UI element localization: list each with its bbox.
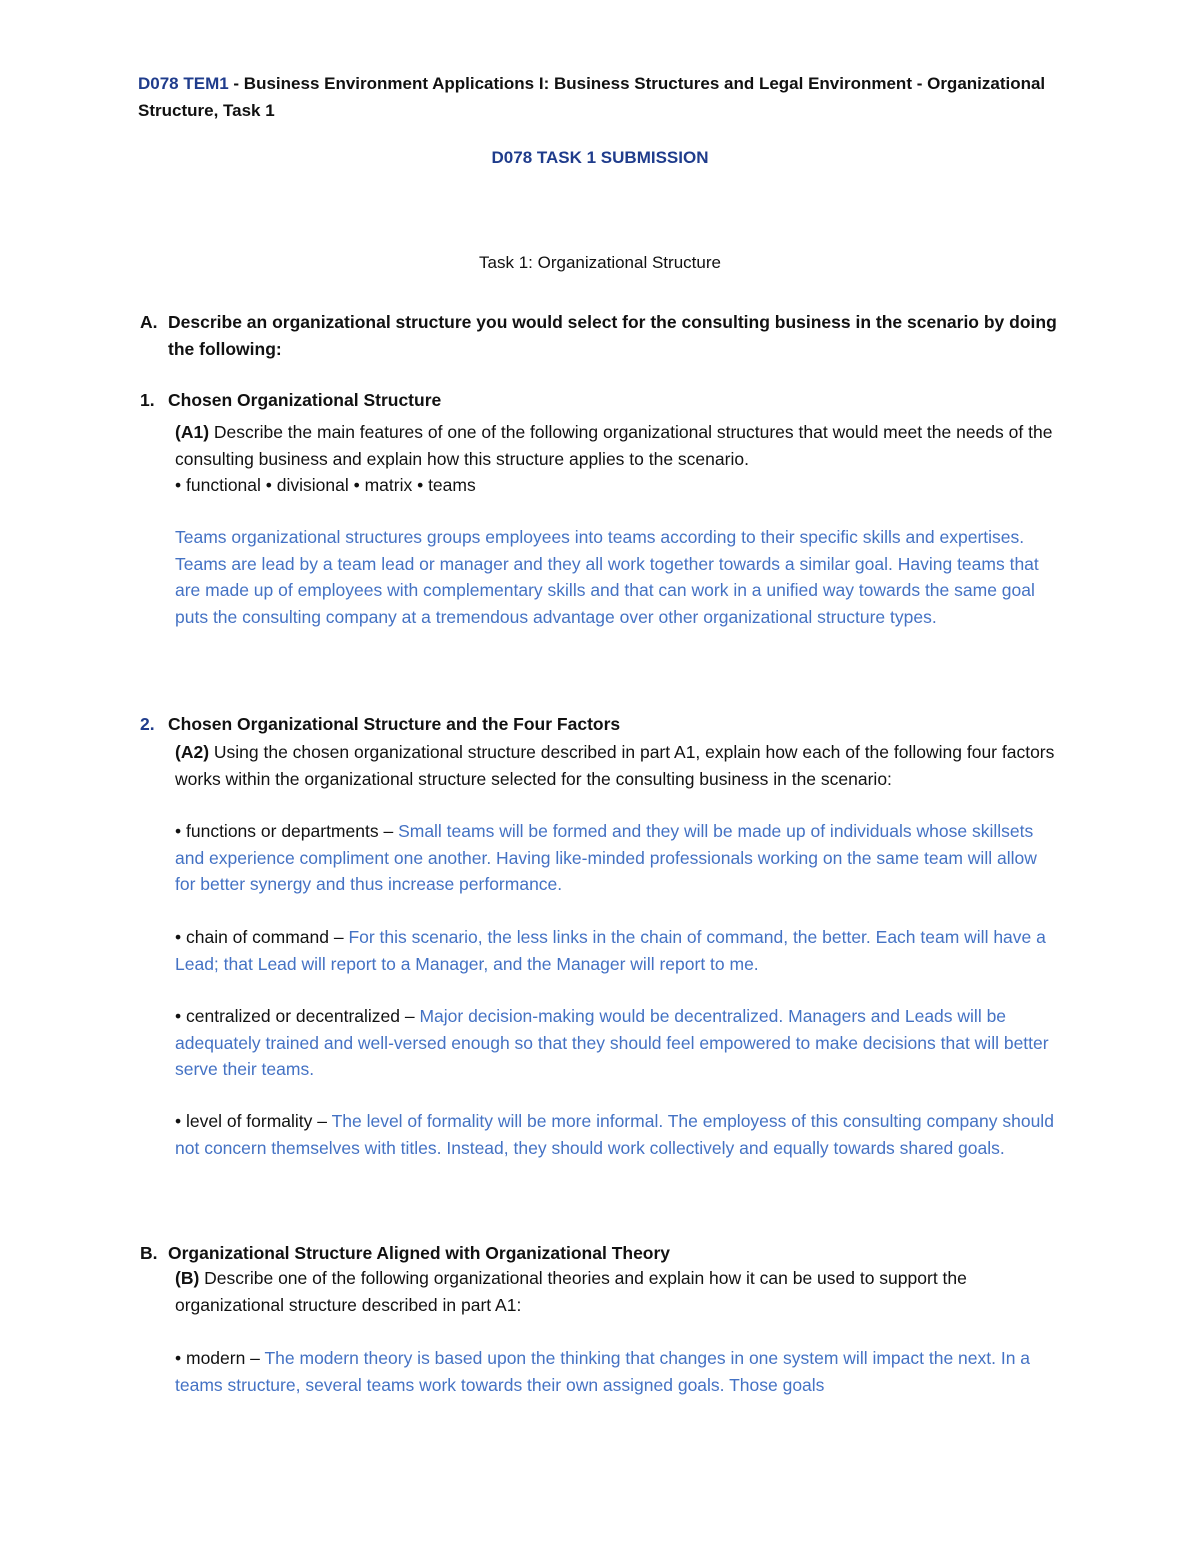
course-code: D078 TEM1 bbox=[138, 74, 229, 93]
section-a-text: Describe an organizational structure you would select for the consulting business in the scenario by doing the following: bbox=[168, 312, 1057, 359]
factor-answer: For this scenario, the less links in the chain of command, the better. Each team will have a Lead; that Lead will report to a Manager, and the Manager will report to me. bbox=[175, 927, 1046, 974]
section-b-prompt-tag: (B) bbox=[175, 1268, 200, 1288]
item1-prompt-text: Describe the main features of one of the following organizational structures that would meet the needs of the consulting business and explain how this structure applies to the scenario. bbox=[175, 422, 1053, 469]
task-title: Task 1: Organizational Structure bbox=[479, 253, 721, 272]
item1-heading bbox=[140, 387, 1060, 414]
section-b-title: Organizational Structure Aligned with Organizational Theory bbox=[168, 1243, 671, 1263]
theory-answer: The modern theory is based upon the thinking that changes in one system will impact the next. In a teams structure, several teams work towards their own assigned goals. Those goals bbox=[175, 1348, 1031, 1395]
factor-answer: Major decision-making would be decentralized. Managers and Leads will be adequately trained and well-versed enough so that they should feel empowered to make decisions that will better serve their teams. bbox=[175, 1006, 1049, 1079]
factor-centralization bbox=[175, 1003, 1060, 1083]
factor-formality bbox=[175, 1108, 1060, 1161]
section-b-prompt-text: Describe one of the following organizational theories and explain how it can be used to support the organizational structure described in part A1: bbox=[175, 1268, 967, 1315]
section-b-label: B. bbox=[140, 1243, 158, 1263]
item2-prompt bbox=[175, 739, 1060, 792]
item1-prompt-tag: (A1) bbox=[175, 422, 210, 442]
factor-label: • centralized or decentralized – bbox=[175, 1006, 420, 1026]
item2-prompt-tag: (A2) bbox=[175, 742, 210, 762]
factor-label: • functions or departments – bbox=[175, 821, 399, 841]
factor-answer: The level of formality will be more informal. The employess of this consulting company should not concern themselves with titles. Instead, they should work collectively and equally towards shared goals. bbox=[175, 1111, 1054, 1158]
item2-heading bbox=[140, 711, 1060, 738]
factor-chain-of-command bbox=[175, 924, 1060, 977]
submission-title: D078 TASK 1 SUBMISSION bbox=[491, 148, 709, 167]
item1-answer: Teams organizational structures groups employees into teams according to their specific skills and expertises. Teams are lead by a team lead or manager and they all work together towards a similar goal. Having teams that are made up of employees with complementary skills and that can work in a unified way towards the same goal puts the consulting company at a tremendous advantage over other organizational structure types. bbox=[175, 527, 1039, 627]
section-a-heading bbox=[140, 309, 1060, 362]
section-a-label: A. bbox=[140, 312, 158, 332]
item1-prompt bbox=[175, 419, 1060, 499]
item1-label: 1. bbox=[140, 390, 155, 410]
item2-prompt-text: Using the chosen organizational structure described in part A1, explain how each of the following four factors works within the organizational structure selected for the consulting business in the scenario: bbox=[175, 742, 1055, 789]
factor-label: • level of formality – bbox=[175, 1111, 332, 1131]
factor-functions bbox=[175, 818, 1060, 898]
document-header bbox=[138, 70, 1078, 124]
section-b-prompt bbox=[175, 1265, 1060, 1318]
factor-label: • chain of command – bbox=[175, 927, 349, 947]
item2-title: Chosen Organizational Structure and the Four Factors bbox=[168, 714, 621, 734]
section-b-heading bbox=[140, 1240, 1060, 1267]
header-title: - Business Environment Applications I: Business Structures and Legal Environment - Organizational Structure, Task 1 bbox=[138, 74, 1046, 120]
item1-title: Chosen Organizational Structure bbox=[168, 390, 442, 410]
item2-label: 2. bbox=[140, 714, 155, 734]
theory-modern bbox=[175, 1345, 1060, 1398]
theory-label: • modern – bbox=[175, 1348, 265, 1368]
factor-answer: Small teams will be formed and they will be made up of individuals whose skillsets and experience compliment one another. Having like-minded professionals working on the same team will allow for better synergy and thus increase performance. bbox=[175, 821, 1037, 894]
item1-options: • functional • divisional • matrix • teams bbox=[175, 475, 476, 495]
